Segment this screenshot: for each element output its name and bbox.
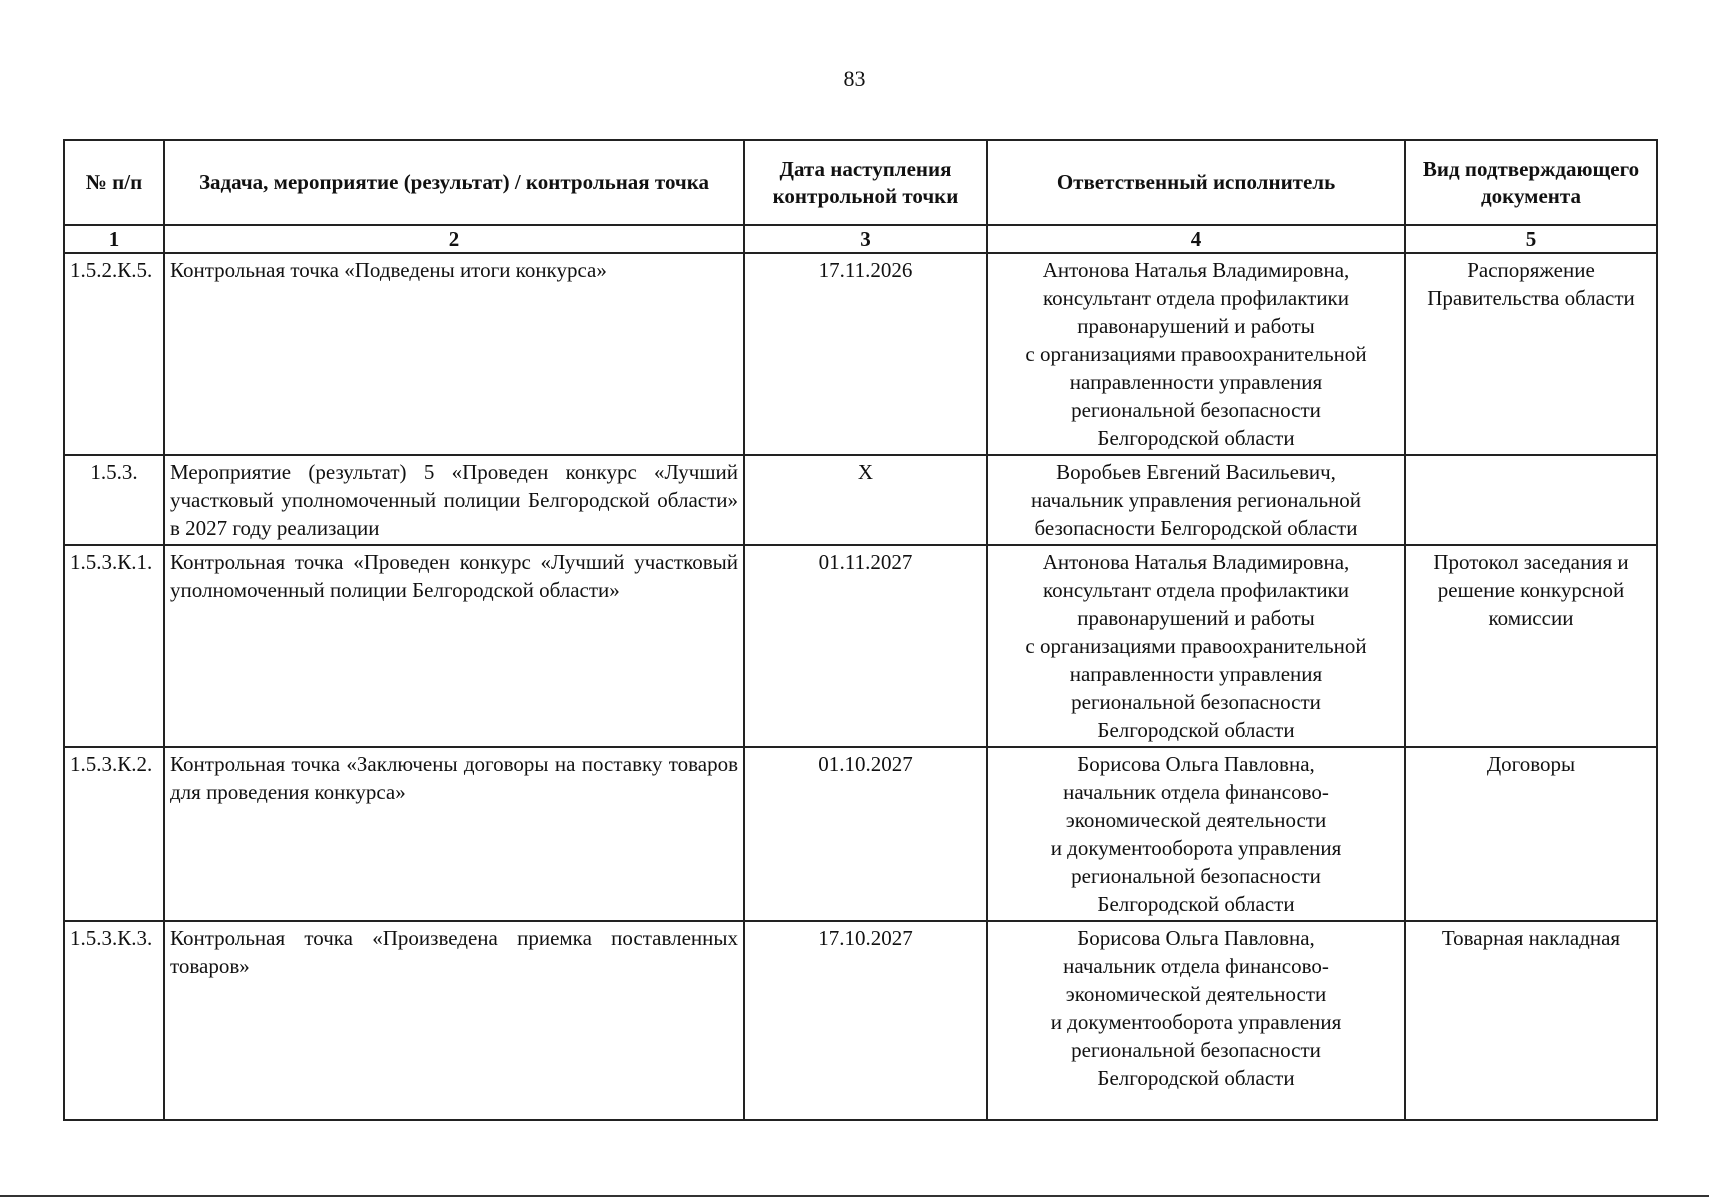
table-row	[64, 253, 1657, 455]
column-number: 5	[1405, 225, 1657, 253]
row-document: Договоры	[1405, 747, 1657, 921]
table-row	[64, 455, 1657, 545]
row-number: 1.5.2.К.5.	[64, 253, 164, 455]
row-number: 1.5.3.К.1.	[64, 545, 164, 747]
row-number: 1.5.3.К.2.	[64, 747, 164, 921]
row-number: 1.5.3.К.3.	[64, 921, 164, 1120]
row-executor: Борисова Ольга Павловна, начальник отдела финансово- экономической деятельности и документооборота управления региональной безопасности Белгородской области	[987, 747, 1405, 921]
column-number: 4	[987, 225, 1405, 253]
scan-edge-line	[0, 1195, 1709, 1197]
header-task: Задача, мероприятие (результат) / контрольная точка	[164, 140, 744, 225]
row-document	[1405, 455, 1657, 545]
header-number: № п/п	[64, 140, 164, 225]
control-points-table	[63, 139, 1658, 1121]
row-number: 1.5.3.	[64, 455, 164, 545]
header-date: Дата наступления контрольной точки	[744, 140, 987, 225]
row-executor: Антонова Наталья Владимировна, консультант отдела профилактики правонарушений и работы с организациями правоохранительной направленности управления региональной безопасности Белгородской области	[987, 253, 1405, 455]
table-row	[64, 747, 1657, 921]
row-date: 17.11.2026	[744, 253, 987, 455]
header-executor: Ответственный исполнитель	[987, 140, 1405, 225]
row-task: Контрольная точка «Произведена приемка поставленных товаров»	[164, 921, 744, 1120]
row-date: 01.10.2027	[744, 747, 987, 921]
row-date: 17.10.2027	[744, 921, 987, 1120]
column-number: 2	[164, 225, 744, 253]
column-number: 1	[64, 225, 164, 253]
page-number: 83	[843, 66, 866, 91]
table-header-row	[64, 140, 1657, 225]
row-date: 01.11.2027	[744, 545, 987, 747]
row-executor: Воробьев Евгений Васильевич, начальник управления региональной безопасности Белгородской области	[987, 455, 1405, 545]
row-document: Товарная накладная	[1405, 921, 1657, 1120]
row-date: X	[744, 455, 987, 545]
table-row	[64, 921, 1657, 1120]
row-executor: Борисова Ольга Павловна, начальник отдела финансово- экономической деятельности и документооборота управления региональной безопасности Белгородской области	[987, 921, 1405, 1120]
row-executor: Антонова Наталья Владимировна, консультант отдела профилактики правонарушений и работы с организациями правоохранительной направленности управления региональной безопасности Белгородской области	[987, 545, 1405, 747]
row-task: Контрольная точка «Подведены итоги конкурса»	[164, 253, 744, 455]
column-number: 3	[744, 225, 987, 253]
row-document: Протокол заседания и решение конкурсной комиссии	[1405, 545, 1657, 747]
row-task: Мероприятие (результат) 5 «Проведен конкурс «Лучший участковый уполномоченный полиции Белгородской области» в 2027 году реализации	[164, 455, 744, 545]
row-task: Контрольная точка «Заключены договоры на поставку товаров для проведения конкурса»	[164, 747, 744, 921]
row-document: Распоряжение Правительства области	[1405, 253, 1657, 455]
column-number-row	[64, 225, 1657, 253]
header-document: Вид подтверждающего документа	[1405, 140, 1657, 225]
table-row	[64, 545, 1657, 747]
row-task: Контрольная точка «Проведен конкурс «Лучший участковый уполномоченный полиции Белгородской области»	[164, 545, 744, 747]
